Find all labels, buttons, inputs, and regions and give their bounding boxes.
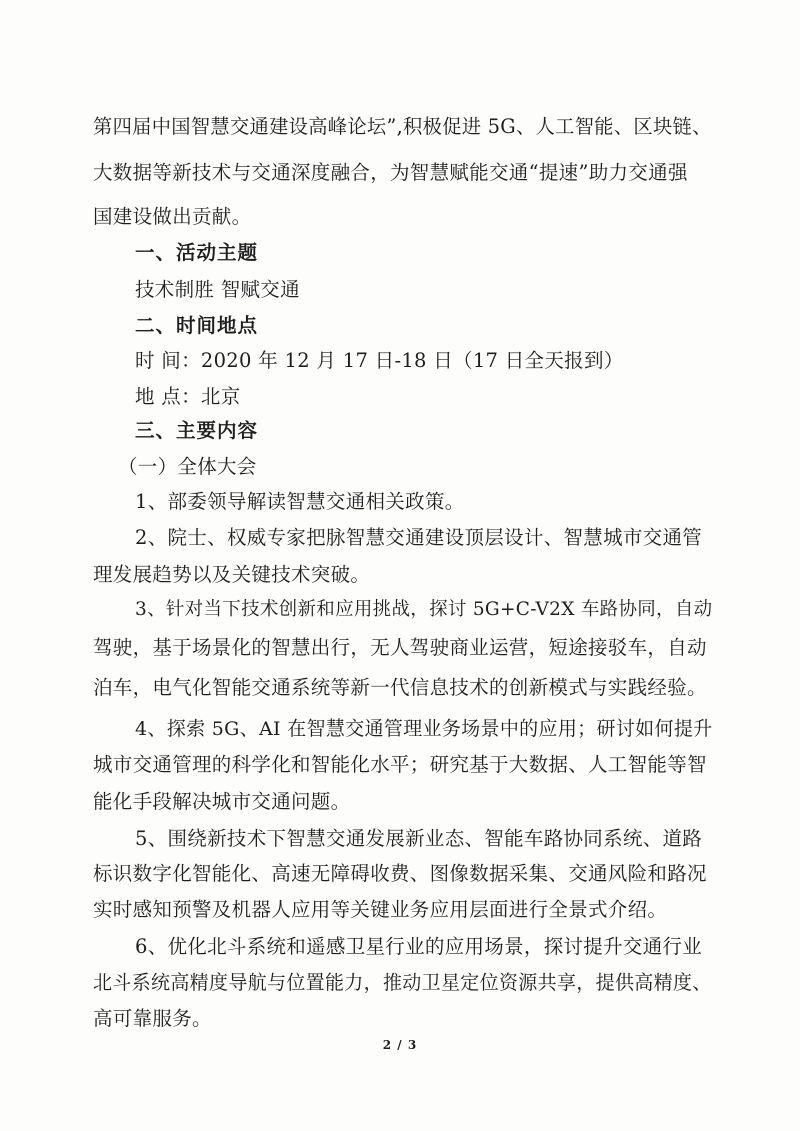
place-line: 地 点：北京 xyxy=(135,385,241,408)
section-heading-theme: 一、活动主题 xyxy=(135,241,259,264)
item-5-line-1: 5、围绕新技术下智慧交通发展新业态、智能车路协同系统、道路 xyxy=(135,827,703,850)
page-number: 2 / 3 xyxy=(382,1038,418,1052)
intro-line-3: 国建设做出贡献。 xyxy=(93,205,252,228)
item-3-line-3: 泊车，电气化智能交通系统等新一代信息技术的创新模式与实践经验。 xyxy=(93,676,707,699)
item-3-line-2: 驾驶，基于场景化的智慧出行，无人驾驶商业运营，短途接驳车，自动 xyxy=(93,636,707,659)
item-4-line-2: 城市交通管理的科学化和智能化水平；研究基于大数据、人工智能等智 xyxy=(93,753,707,776)
time-line: 时 间：2020 年 12 月 17 日-18 日（17 日全天报到） xyxy=(135,349,624,372)
item-6-line-2: 北斗系统高精度导航与位置能力，推动卫星定位资源共享，提供高精度、 xyxy=(93,972,712,994)
section-heading-content: 三、主要内容 xyxy=(135,419,259,442)
intro-line-2: 大数据等新技术与交通深度融合，为智慧赋能交通“提速”助力交通强 xyxy=(93,161,688,184)
item-2-line-2: 理发展趋势以及关键技术突破。 xyxy=(93,563,371,586)
item-4-line-1: 4、探索 5G、AI 在智慧交通管理业务场景中的应用；研讨如何提升 xyxy=(135,718,713,740)
item-3-line-1: 3、针对当下技术创新和应用挑战，探讨 5G+C-V2X 车路协同，自动 xyxy=(135,599,713,620)
item-5-line-3: 实时感知预警及机器人应用等关键业务应用层面进行全景式介绍。 xyxy=(93,898,668,921)
intro-line-1: 第四届中国智慧交通建设高峰论坛”,积极促进 5G、人工智能、区块链、 xyxy=(93,115,712,138)
item-4-line-3: 能化手段解决城市交通问题。 xyxy=(93,790,351,813)
item-5-line-2: 标识数字化智能化、高速无障碍收费、图像数据采集、交通风险和路况 xyxy=(93,862,707,885)
section-heading-time-place: 二、时间地点 xyxy=(135,314,259,337)
theme-text: 技术制胜 智赋交通 xyxy=(135,278,300,301)
subsection-plenary: （一）全体大会 xyxy=(118,455,257,478)
item-2-line-1: 2、院士、权威专家把脉智慧交通建设顶层设计、智慧城市交通管 xyxy=(135,526,703,549)
item-1-line-1: 1、部委领导解读智慧交通相关政策。 xyxy=(135,490,465,513)
item-6-line-1: 6、优化北斗系统和遥感卫星行业的应用场景，探讨提升交通行业 xyxy=(135,935,703,958)
item-6-line-3: 高可靠服务。 xyxy=(93,1007,212,1030)
